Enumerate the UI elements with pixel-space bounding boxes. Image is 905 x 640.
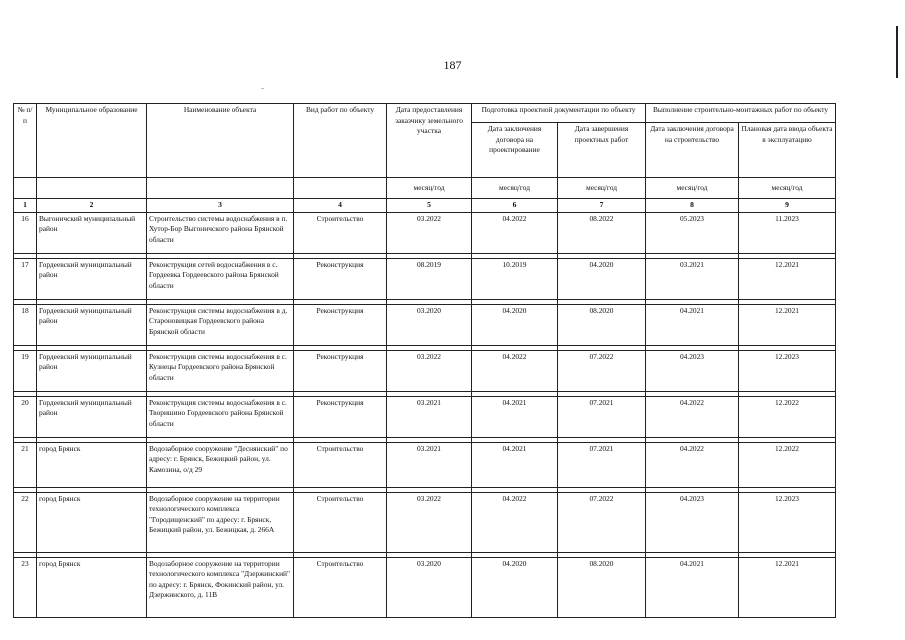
build-contract-date-cell: 04.2021: [646, 304, 739, 345]
unit-empty: [14, 178, 37, 199]
municipality-cell: Гордеевский муниципальный район: [37, 396, 147, 437]
land-date-cell: 03.2022: [387, 350, 472, 391]
commission-date-cell: 12.2022: [739, 442, 836, 487]
design-contract-date-cell: 04.2020: [472, 304, 558, 345]
header-design-group: Подготовка проектной документации по объекту: [472, 104, 646, 123]
municipality-cell: Гордеевский муниципальный район: [37, 350, 147, 391]
column-number-cell: 6: [472, 199, 558, 213]
header-municipality: Муниципальное образование: [37, 104, 147, 178]
commission-date-cell: 12.2023: [739, 492, 836, 552]
build-contract-date-cell: 04.2022: [646, 442, 739, 487]
design-contract-date-cell: 04.2021: [472, 442, 558, 487]
page-number: 187: [443, 58, 462, 72]
design-finish-date-cell: 07.2022: [558, 492, 646, 552]
object-name-cell: Водозаборное сооружение на территории технологического комплекса "Городищенский" по адресу: г. Брянск, Бежицкий район, ул. Бежицкая, д. 266А: [147, 492, 294, 552]
unit-design-contract: месяц/год: [472, 178, 558, 199]
row-number: 22: [14, 492, 37, 552]
header-build-contract: Дата заключения договора на строительство: [646, 123, 739, 178]
header-object: Наименование объекта: [147, 104, 294, 178]
unit-empty: [147, 178, 294, 199]
land-date-cell: 03.2021: [387, 396, 472, 437]
land-date-cell: 03.2020: [387, 304, 472, 345]
column-number-cell: 9: [739, 199, 836, 213]
municipality-cell: Гордеевский муниципальный район: [37, 304, 147, 345]
row-number: 17: [14, 258, 37, 299]
object-name-cell: Реконструкция системы водоснабжения в с. Творишино Гордеевского района Брянской области: [147, 396, 294, 437]
margin-rule: [896, 26, 898, 78]
table-row: [14, 258, 836, 299]
unit-empty: [37, 178, 147, 199]
work-type-cell: Реконструкция: [294, 396, 387, 437]
row-number: 19: [14, 350, 37, 391]
object-name-cell: Водозаборное сооружение на территории технологического комплекса "Дзержинский" по адресу: г. Брянск, Фокинский район, ул. Дзержинского, д. 11В: [147, 557, 294, 617]
unit-commission: месяц/год: [739, 178, 836, 199]
commission-date-cell: 12.2021: [739, 258, 836, 299]
build-contract-date-cell: 04.2023: [646, 492, 739, 552]
commission-date-cell: 12.2022: [739, 396, 836, 437]
build-contract-date-cell: 03.2021: [646, 258, 739, 299]
column-number-cell: 5: [387, 199, 472, 213]
design-finish-date-cell: 08.2022: [558, 212, 646, 253]
design-finish-date-cell: 07.2022: [558, 350, 646, 391]
design-contract-date-cell: 04.2021: [472, 396, 558, 437]
design-finish-date-cell: 08.2020: [558, 557, 646, 617]
column-number-cell: 4: [294, 199, 387, 213]
unit-empty: [294, 178, 387, 199]
schedule-table: [13, 103, 836, 618]
header-num: № п/п: [14, 104, 37, 178]
commission-date-cell: 11.2023: [739, 212, 836, 253]
row-number: 21: [14, 442, 37, 487]
row-number: 20: [14, 396, 37, 437]
column-number-cell: 1: [14, 199, 37, 213]
header-design-contract: Дата заключения договора на проектирование: [472, 123, 558, 178]
column-number-cell: 3: [147, 199, 294, 213]
municipality-cell: Гордеевский муниципальный район: [37, 258, 147, 299]
table-row: [14, 492, 836, 552]
design-contract-date-cell: 04.2020: [472, 557, 558, 617]
row-number: 18: [14, 304, 37, 345]
object-name-cell: Строительство системы водоснабжения в п. Хутор-Бор Выгоничского района Брянской области: [147, 212, 294, 253]
design-contract-date-cell: 04.2022: [472, 350, 558, 391]
row-number: 16: [14, 212, 37, 253]
object-name-cell: Реконструкция сетей водоснабжения в с. Гордеевка Гордеевского района Брянской области: [147, 258, 294, 299]
header-commission: Плановая дата ввода объекта в эксплуатацию: [739, 123, 836, 178]
unit-build-contract: месяц/год: [646, 178, 739, 199]
unit-design-finish: месяц/год: [558, 178, 646, 199]
table-row: [14, 557, 836, 617]
work-type-cell: Реконструкция: [294, 258, 387, 299]
table-row: [14, 350, 836, 391]
table-row: [14, 304, 836, 345]
municipality-cell: город Брянск: [37, 557, 147, 617]
design-finish-date-cell: 08.2020: [558, 304, 646, 345]
column-number-cell: 2: [37, 199, 147, 213]
commission-date-cell: 12.2023: [739, 350, 836, 391]
build-contract-date-cell: 05.2023: [646, 212, 739, 253]
header-construction-group: Выполнение строительно-монтажных работ по объекту: [646, 104, 836, 123]
object-name-cell: Водозаборное сооружение "Деснянский" по адресу: г. Брянск, Бежицкий район, ул. Камозина, о/д 29: [147, 442, 294, 487]
column-number-cell: 8: [646, 199, 739, 213]
land-date-cell: 08.2019: [387, 258, 472, 299]
design-contract-date-cell: 04.2022: [472, 492, 558, 552]
object-name-cell: Реконструкция системы водоснабжения в д. Староновицкая Гордеевского района Брянской области: [147, 304, 294, 345]
work-type-cell: Строительство: [294, 212, 387, 253]
header-work-type: Вид работ по объекту: [294, 104, 387, 178]
commission-date-cell: 12.2021: [739, 304, 836, 345]
header-design-finish: Дата завершения проектных работ: [558, 123, 646, 178]
work-type-cell: Строительство: [294, 557, 387, 617]
build-contract-date-cell: 04.2021: [646, 557, 739, 617]
municipality-cell: город Брянск: [37, 442, 147, 487]
design-finish-date-cell: 04.2020: [558, 258, 646, 299]
land-date-cell: 03.2022: [387, 492, 472, 552]
commission-date-cell: 12.2021: [739, 557, 836, 617]
design-finish-date-cell: 07.2021: [558, 442, 646, 487]
land-date-cell: 03.2022: [387, 212, 472, 253]
design-contract-date-cell: 10.2019: [472, 258, 558, 299]
header-land-date: Дата предоставления заказчику земельного участка: [387, 104, 472, 178]
build-contract-date-cell: 04.2022: [646, 396, 739, 437]
unit-land-date: месяц/год: [387, 178, 472, 199]
table-row: [14, 212, 836, 253]
municipality-cell: город Брянск: [37, 492, 147, 552]
design-finish-date-cell: 07.2021: [558, 396, 646, 437]
table-row: [14, 442, 836, 487]
build-contract-date-cell: 04.2023: [646, 350, 739, 391]
object-name-cell: Реконструкция системы водоснабжения в с. Кузнецы Гордеевского района Брянской области: [147, 350, 294, 391]
design-contract-date-cell: 04.2022: [472, 212, 558, 253]
table-row: [14, 396, 836, 437]
column-number-cell: 7: [558, 199, 646, 213]
land-date-cell: 03.2021: [387, 442, 472, 487]
scan-mark: [261, 88, 264, 89]
work-type-cell: Строительство: [294, 442, 387, 487]
work-type-cell: Реконструкция: [294, 350, 387, 391]
work-type-cell: Строительство: [294, 492, 387, 552]
municipality-cell: Выгоничский муниципальный район: [37, 212, 147, 253]
work-type-cell: Реконструкция: [294, 304, 387, 345]
land-date-cell: 03.2020: [387, 557, 472, 617]
row-number: 23: [14, 557, 37, 617]
